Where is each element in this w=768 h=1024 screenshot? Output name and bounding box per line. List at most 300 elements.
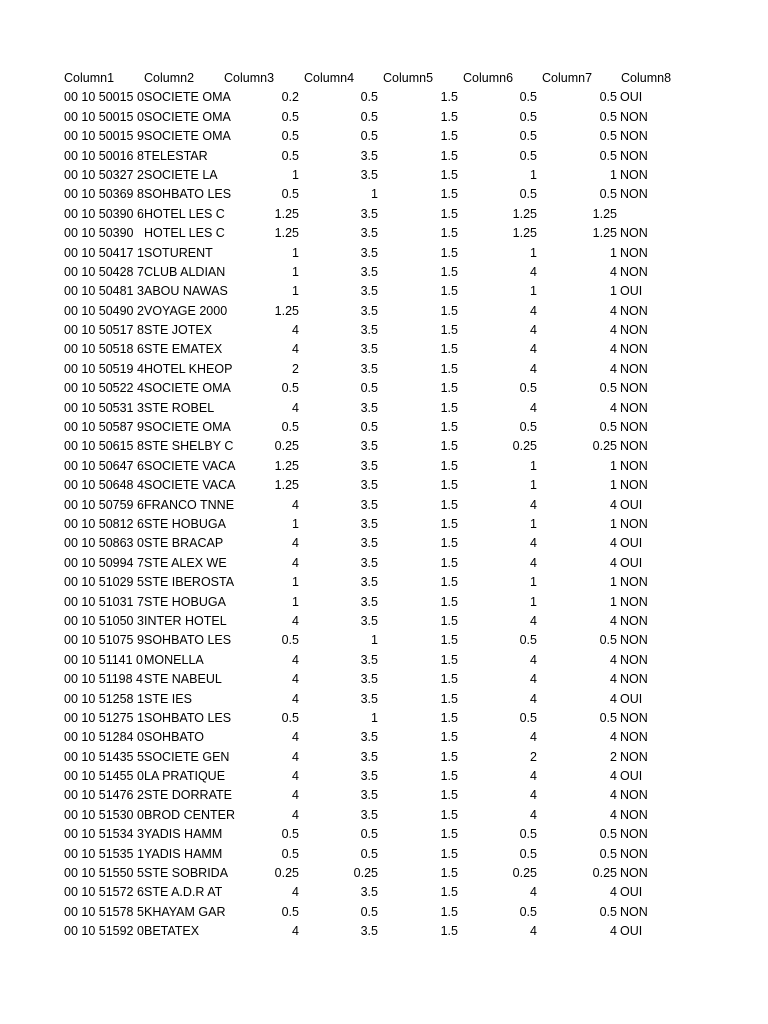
table-cell[interactable]: NON [620, 245, 648, 260]
table-cell[interactable]: 4 [610, 303, 617, 318]
table-cell[interactable]: OUI [620, 924, 643, 939]
table-cell[interactable]: STE BRACAP [144, 536, 224, 551]
table-cell[interactable]: 00 10 50759 6 [64, 497, 144, 512]
table-cell[interactable]: SOCIETE GEN [144, 749, 230, 764]
table-cell[interactable]: 0.5 [519, 710, 537, 725]
table-cell[interactable]: 4 [292, 497, 299, 512]
table-cell[interactable]: 3.5 [360, 516, 378, 531]
table-cell[interactable]: 1.5 [440, 90, 458, 105]
table-cell[interactable]: STE SHELBY C [144, 439, 234, 454]
table-cell[interactable]: OUI [620, 536, 643, 551]
table-cell[interactable]: TELESTAR [144, 148, 208, 163]
table-cell[interactable]: 00 10 50587 9 [64, 420, 144, 435]
table-cell[interactable]: 0.5 [599, 187, 617, 202]
table-cell[interactable]: 4 [530, 788, 537, 803]
table-cell[interactable]: NON [620, 575, 648, 590]
table-cell[interactable]: 4 [292, 323, 299, 338]
table-cell[interactable]: 3.5 [360, 478, 378, 493]
table-cell[interactable]: 1.25 [592, 206, 617, 221]
table-cell[interactable]: 1.25 [274, 458, 299, 473]
table-cell[interactable]: 00 10 51455 0 [64, 769, 144, 784]
table-cell[interactable]: NON [620, 361, 648, 376]
table-cell[interactable]: SOHBATO LES [144, 633, 232, 648]
table-cell[interactable]: 4 [292, 730, 299, 745]
table-cell[interactable]: STE ALEX WE [144, 555, 227, 570]
table-cell[interactable]: 4 [292, 885, 299, 900]
table-cell[interactable]: OUI [620, 885, 643, 900]
table-cell[interactable]: 1.5 [440, 303, 458, 318]
table-cell[interactable]: 1.5 [440, 633, 458, 648]
table-cell[interactable]: NON [620, 594, 648, 609]
table-cell[interactable]: 0.2 [281, 90, 299, 105]
table-cell[interactable]: 00 10 51075 9 [64, 633, 144, 648]
table-cell[interactable]: NON [620, 458, 648, 473]
table-cell[interactable]: 00 10 51572 6 [64, 885, 144, 900]
table-cell[interactable]: 00 10 51476 2 [64, 788, 144, 803]
table-cell[interactable]: 4 [530, 536, 537, 551]
table-cell[interactable]: 0.25 [512, 866, 537, 881]
table-cell[interactable]: 4 [292, 924, 299, 939]
table-cell[interactable]: 0.5 [360, 109, 378, 124]
table-cell[interactable]: 3.5 [360, 497, 378, 512]
table-cell[interactable]: 00 10 51198 4 [64, 672, 144, 687]
table-cell[interactable]: 0.5 [519, 187, 537, 202]
table-cell[interactable]: 4 [292, 769, 299, 784]
table-cell[interactable]: 0.25 [274, 439, 299, 454]
table-cell[interactable]: 4 [610, 672, 617, 687]
table-cell[interactable]: 1.5 [440, 439, 458, 454]
table-cell[interactable]: NON [620, 187, 648, 202]
table-cell[interactable]: 4 [610, 323, 617, 338]
table-cell[interactable]: 4 [530, 769, 537, 784]
table-cell[interactable]: STE DORRATE [144, 788, 232, 803]
column-header[interactable]: Column3 [224, 71, 275, 85]
table-cell[interactable]: OUI [620, 555, 643, 570]
table-cell[interactable]: 0.5 [360, 904, 378, 919]
table-cell[interactable]: 4 [530, 555, 537, 570]
table-cell[interactable]: 0.25 [592, 439, 617, 454]
table-cell[interactable]: 00 10 51275 1 [64, 710, 144, 725]
table-cell[interactable]: STE HOBUGA [144, 594, 226, 609]
table-cell[interactable]: BETATEX [144, 924, 200, 939]
table-cell[interactable]: LA PRATIQUE [144, 769, 226, 784]
table-cell[interactable]: 1.5 [440, 924, 458, 939]
table-cell[interactable]: 4 [292, 400, 299, 415]
table-cell[interactable]: 2 [610, 749, 617, 764]
table-cell[interactable]: 0.5 [281, 827, 299, 842]
table-cell[interactable]: 1 [292, 516, 299, 531]
table-cell[interactable]: NON [620, 303, 648, 318]
table-cell[interactable]: 00 10 50481 3 [64, 284, 144, 299]
table-cell[interactable]: 1 [530, 478, 537, 493]
table-cell[interactable]: YADIS HAMM [144, 827, 223, 842]
table-cell[interactable]: 1.5 [440, 109, 458, 124]
table-cell[interactable]: 0.5 [599, 90, 617, 105]
table-cell[interactable]: NON [620, 226, 648, 241]
table-cell[interactable]: 0.25 [512, 439, 537, 454]
table-cell[interactable]: 4 [610, 613, 617, 628]
table-cell[interactable]: 00 10 51284 0 [64, 730, 144, 745]
table-cell[interactable]: 1.5 [440, 536, 458, 551]
table-cell[interactable]: 3.5 [360, 245, 378, 260]
table-cell[interactable]: NON [620, 827, 648, 842]
table-cell[interactable]: 1 [292, 245, 299, 260]
table-cell[interactable]: MONELLA [144, 652, 204, 667]
table-cell[interactable]: 00 10 50531 3 [64, 400, 144, 415]
table-cell[interactable]: 00 10 50647 6 [64, 458, 144, 473]
table-cell[interactable]: 4 [530, 400, 537, 415]
table-cell[interactable]: 1.5 [440, 148, 458, 163]
table-cell[interactable]: 3.5 [360, 924, 378, 939]
table-cell[interactable]: NON [620, 633, 648, 648]
table-cell[interactable]: 1.5 [440, 206, 458, 221]
table-cell[interactable]: 4 [530, 361, 537, 376]
table-cell[interactable]: 4 [610, 361, 617, 376]
table-cell[interactable]: 4 [610, 400, 617, 415]
table-cell[interactable]: 0.5 [599, 710, 617, 725]
table-cell[interactable]: 1.5 [440, 769, 458, 784]
table-cell[interactable]: 3.5 [360, 730, 378, 745]
table-cell[interactable]: 1 [530, 575, 537, 590]
column-header[interactable]: Column2 [144, 71, 195, 85]
table-cell[interactable]: 3.5 [360, 691, 378, 706]
table-cell[interactable]: 3.5 [360, 594, 378, 609]
table-cell[interactable]: NON [620, 846, 648, 861]
table-cell[interactable]: VOYAGE 2000 [144, 303, 228, 318]
table-cell[interactable]: 00 10 50327 2 [64, 167, 144, 182]
table-cell[interactable]: 0.25 [274, 866, 299, 881]
table-cell[interactable]: 4 [530, 323, 537, 338]
table-cell[interactable]: 1 [530, 458, 537, 473]
table-cell[interactable]: NON [620, 788, 648, 803]
table-cell[interactable]: 1 [610, 167, 617, 182]
table-cell[interactable]: 1.5 [440, 827, 458, 842]
table-cell[interactable]: 00 10 50369 8 [64, 187, 144, 202]
table-cell[interactable]: 00 10 51550 5 [64, 866, 144, 881]
table-cell[interactable]: 00 10 50490 2 [64, 303, 144, 318]
table-cell[interactable]: HOTEL LES C [144, 206, 225, 221]
table-cell[interactable]: OUI [620, 769, 643, 784]
table-cell[interactable]: 0.5 [599, 109, 617, 124]
table-cell[interactable]: 4 [610, 536, 617, 551]
table-cell[interactable]: 00 10 50015 0 [64, 109, 144, 124]
table-cell[interactable]: 3.5 [360, 226, 378, 241]
table-cell[interactable]: OUI [620, 497, 643, 512]
table-cell[interactable]: 00 10 50994 7 [64, 555, 144, 570]
table-cell[interactable]: 4 [610, 342, 617, 357]
table-cell[interactable]: 0.5 [599, 846, 617, 861]
table-cell[interactable]: 0.5 [519, 827, 537, 842]
table-cell[interactable]: 1.5 [440, 885, 458, 900]
table-cell[interactable]: HOTEL KHEOP [144, 361, 233, 376]
table-cell[interactable]: 1 [530, 516, 537, 531]
table-cell[interactable]: 4 [610, 497, 617, 512]
table-cell[interactable]: NON [620, 672, 648, 687]
table-cell[interactable]: 00 10 51141 0 [64, 652, 144, 667]
table-cell[interactable]: 0.5 [519, 129, 537, 144]
table-cell[interactable]: 00 10 50519 4 [64, 361, 144, 376]
table-cell[interactable]: 00 10 51029 5 [64, 575, 144, 590]
table-cell[interactable]: 4 [610, 788, 617, 803]
table-cell[interactable]: 3.5 [360, 788, 378, 803]
table-cell[interactable]: 1.5 [440, 613, 458, 628]
table-cell[interactable]: 0.5 [360, 90, 378, 105]
table-cell[interactable]: NON [620, 400, 648, 415]
table-cell[interactable]: OUI [620, 284, 643, 299]
table-cell[interactable]: STE EMATEX [144, 342, 223, 357]
table-cell[interactable]: NON [620, 264, 648, 279]
table-cell[interactable]: 0.5 [281, 710, 299, 725]
table-cell[interactable]: SOHBATO LES [144, 710, 232, 725]
table-cell[interactable]: 00 10 50648 4 [64, 478, 144, 493]
table-cell[interactable]: 1.5 [440, 555, 458, 570]
table-cell[interactable]: 1.5 [440, 749, 458, 764]
table-cell[interactable]: 4 [610, 555, 617, 570]
table-cell[interactable]: 1.5 [440, 710, 458, 725]
table-cell[interactable]: SOTURENT [144, 245, 213, 260]
table-cell[interactable]: 0.5 [360, 381, 378, 396]
column-header[interactable]: Column7 [542, 71, 593, 85]
table-cell[interactable]: 00 10 51258 1 [64, 691, 144, 706]
table-cell[interactable]: 4 [292, 749, 299, 764]
table-cell[interactable]: 4 [530, 613, 537, 628]
table-cell[interactable]: 00 10 51535 1 [64, 846, 144, 861]
table-cell[interactable]: NON [620, 342, 648, 357]
table-cell[interactable]: NON [620, 439, 648, 454]
table-cell[interactable]: 1 [610, 478, 617, 493]
table-cell[interactable]: 1.5 [440, 730, 458, 745]
table-cell[interactable]: 1.25 [512, 206, 537, 221]
table-cell[interactable]: 0.5 [281, 420, 299, 435]
table-cell[interactable]: 0.25 [353, 866, 378, 881]
table-cell[interactable]: 4 [610, 924, 617, 939]
table-cell[interactable]: 1.5 [440, 497, 458, 512]
table-cell[interactable]: 3.5 [360, 807, 378, 822]
table-cell[interactable]: 1 [292, 594, 299, 609]
table-cell[interactable]: 4 [530, 264, 537, 279]
table-cell[interactable]: 1.5 [440, 284, 458, 299]
table-cell[interactable]: 1 [610, 516, 617, 531]
table-cell[interactable]: 4 [610, 691, 617, 706]
table-cell[interactable]: 3.5 [360, 264, 378, 279]
table-cell[interactable]: 4 [530, 807, 537, 822]
table-cell[interactable]: SOCIETE VACA [144, 458, 236, 473]
table-cell[interactable]: 1.5 [440, 516, 458, 531]
table-cell[interactable]: NON [620, 323, 648, 338]
table-cell[interactable]: 4 [610, 769, 617, 784]
table-cell[interactable]: 00 10 50517 8 [64, 323, 144, 338]
table-cell[interactable]: 4 [530, 652, 537, 667]
table-cell[interactable]: 1 [530, 167, 537, 182]
table-cell[interactable]: SOCIETE LA [144, 167, 218, 182]
table-cell[interactable]: 1 [371, 633, 378, 648]
column-header[interactable]: Column4 [304, 71, 355, 85]
table-cell[interactable]: SOCIETE VACA [144, 478, 236, 493]
table-cell[interactable]: 1.25 [512, 226, 537, 241]
table-cell[interactable]: SOCIETE OMA [144, 381, 231, 396]
table-cell[interactable]: 00 10 50417 1 [64, 245, 144, 260]
table-cell[interactable]: NON [620, 904, 648, 919]
table-cell[interactable]: 1 [530, 594, 537, 609]
table-cell[interactable]: 0.5 [281, 904, 299, 919]
table-cell[interactable]: NON [620, 866, 648, 881]
table-cell[interactable]: 3.5 [360, 749, 378, 764]
table-cell[interactable]: 1 [610, 458, 617, 473]
table-cell[interactable]: 1.5 [440, 323, 458, 338]
table-cell[interactable]: 0.5 [599, 129, 617, 144]
table-cell[interactable]: 00 10 50428 7 [64, 264, 144, 279]
table-cell[interactable]: 4 [292, 807, 299, 822]
table-cell[interactable]: 4 [530, 672, 537, 687]
column-header[interactable]: Column5 [383, 71, 434, 85]
table-cell[interactable]: NON [620, 381, 648, 396]
table-cell[interactable]: STE ROBEL [144, 400, 215, 415]
table-cell[interactable]: 3.5 [360, 303, 378, 318]
table-cell[interactable]: 00 10 51578 5 [64, 904, 144, 919]
table-cell[interactable]: 4 [610, 807, 617, 822]
table-cell[interactable]: NON [620, 613, 648, 628]
table-cell[interactable]: 00 10 51534 3 [64, 827, 144, 842]
table-cell[interactable]: 1.25 [592, 226, 617, 241]
table-cell[interactable]: 3.5 [360, 458, 378, 473]
table-cell[interactable]: 0.5 [360, 846, 378, 861]
table-cell[interactable]: 1.5 [440, 672, 458, 687]
table-cell[interactable]: 0.5 [360, 129, 378, 144]
table-cell[interactable]: 1.25 [274, 226, 299, 241]
table-cell[interactable]: CLUB ALDIAN [144, 264, 226, 279]
table-cell[interactable]: 1.5 [440, 866, 458, 881]
table-cell[interactable]: 0.5 [599, 420, 617, 435]
table-cell[interactable]: 4 [530, 497, 537, 512]
table-cell[interactable]: 0.5 [519, 846, 537, 861]
table-cell[interactable]: OUI [620, 90, 643, 105]
table-cell[interactable]: 4 [530, 730, 537, 745]
table-cell[interactable]: 1 [292, 575, 299, 590]
table-cell[interactable]: 3.5 [360, 885, 378, 900]
table-cell[interactable]: NON [620, 167, 648, 182]
table-cell[interactable]: 3.5 [360, 536, 378, 551]
table-cell[interactable]: 4 [530, 303, 537, 318]
table-cell[interactable]: 1 [610, 575, 617, 590]
table-cell[interactable]: 00 10 51530 0 [64, 807, 144, 822]
table-cell[interactable]: NON [620, 710, 648, 725]
table-cell[interactable]: OUI [620, 691, 643, 706]
table-cell[interactable]: 4 [292, 342, 299, 357]
table-cell[interactable]: 4 [610, 885, 617, 900]
table-cell[interactable]: 00 10 50390 6 [64, 206, 144, 221]
table-cell[interactable]: NON [620, 730, 648, 745]
table-cell[interactable]: 0.5 [360, 827, 378, 842]
table-cell[interactable]: STE JOTEX [144, 323, 213, 338]
table-cell[interactable]: 1 [292, 264, 299, 279]
table-cell[interactable]: 1 [610, 245, 617, 260]
table-cell[interactable]: 2 [292, 361, 299, 376]
table-cell[interactable]: 3.5 [360, 769, 378, 784]
table-cell[interactable]: STE IES [144, 691, 192, 706]
table-cell[interactable]: 1.5 [440, 264, 458, 279]
table-cell[interactable]: 0.5 [599, 381, 617, 396]
table-cell[interactable]: NON [620, 749, 648, 764]
table-cell[interactable]: 4 [530, 885, 537, 900]
table-cell[interactable]: 4 [530, 924, 537, 939]
table-cell[interactable]: STE A.D.R AT [144, 885, 223, 900]
table-cell[interactable]: INTER HOTEL [144, 613, 227, 628]
column-header[interactable]: Column8 [621, 71, 672, 85]
table-cell[interactable]: 0.5 [281, 129, 299, 144]
table-cell[interactable]: 4 [292, 536, 299, 551]
table-cell[interactable]: 1.5 [440, 400, 458, 415]
table-cell[interactable]: 3.5 [360, 206, 378, 221]
table-cell[interactable]: 00 10 50812 6 [64, 516, 144, 531]
table-cell[interactable]: 00 10 50522 4 [64, 381, 144, 396]
table-cell[interactable]: 1.25 [274, 206, 299, 221]
table-cell[interactable]: 0.5 [360, 420, 378, 435]
column-header[interactable]: Column6 [463, 71, 514, 85]
table-cell[interactable]: 0.5 [519, 381, 537, 396]
table-cell[interactable]: 3.5 [360, 342, 378, 357]
table-cell[interactable]: 4 [292, 672, 299, 687]
table-cell[interactable]: 1.5 [440, 420, 458, 435]
table-cell[interactable]: SOHBATO [144, 730, 204, 745]
table-cell[interactable]: 0.5 [281, 109, 299, 124]
table-cell[interactable]: 3.5 [360, 167, 378, 182]
table-cell[interactable]: FRANCO TNNE [144, 497, 235, 512]
table-cell[interactable]: 1.5 [440, 226, 458, 241]
table-cell[interactable]: 4 [610, 264, 617, 279]
table-cell[interactable]: 1 [371, 187, 378, 202]
table-cell[interactable]: 00 10 51592 0 [64, 924, 144, 939]
table-cell[interactable]: 1.5 [440, 167, 458, 182]
table-cell[interactable]: 4 [610, 652, 617, 667]
table-cell[interactable]: 1 [530, 245, 537, 260]
table-cell[interactable]: KHAYAM GAR [144, 904, 226, 919]
table-cell[interactable]: 4 [292, 788, 299, 803]
table-cell[interactable]: 1.5 [440, 187, 458, 202]
table-cell[interactable]: 0.5 [281, 381, 299, 396]
table-cell[interactable]: 00 10 50615 8 [64, 439, 144, 454]
table-cell[interactable]: ABOU NAWAS [144, 284, 228, 299]
table-cell[interactable]: 3.5 [360, 284, 378, 299]
table-cell[interactable]: 0.5 [281, 187, 299, 202]
table-cell[interactable]: HOTEL LES C [144, 226, 225, 241]
column-header[interactable]: Column1 [64, 71, 115, 85]
table-cell[interactable]: 1.5 [440, 381, 458, 396]
table-cell[interactable]: 00 10 50390 [64, 226, 134, 241]
table-cell[interactable]: 0.25 [592, 866, 617, 881]
table-cell[interactable]: 0.5 [599, 633, 617, 648]
table-cell[interactable] [620, 205, 680, 224]
table-cell[interactable]: YADIS HAMM [144, 846, 223, 861]
table-cell[interactable]: 1.5 [440, 846, 458, 861]
table-cell[interactable]: NON [620, 516, 648, 531]
table-cell[interactable]: 3.5 [360, 575, 378, 590]
table-cell[interactable]: 0.5 [281, 633, 299, 648]
table-cell[interactable]: 0.5 [519, 904, 537, 919]
table-cell[interactable]: 0.5 [281, 148, 299, 163]
table-cell[interactable]: 4 [530, 691, 537, 706]
table-cell[interactable]: 1.5 [440, 478, 458, 493]
table-cell[interactable]: NON [620, 109, 648, 124]
table-cell[interactable]: 1 [292, 284, 299, 299]
table-cell[interactable]: 00 10 51050 3 [64, 613, 144, 628]
table-cell[interactable]: 0.5 [599, 827, 617, 842]
table-cell[interactable]: 3.5 [360, 652, 378, 667]
table-cell[interactable]: 3.5 [360, 400, 378, 415]
table-cell[interactable]: NON [620, 148, 648, 163]
table-cell[interactable]: 00 10 51031 7 [64, 594, 144, 609]
table-cell[interactable]: 1.25 [274, 478, 299, 493]
table-cell[interactable]: 00 10 50015 0 [64, 90, 144, 105]
